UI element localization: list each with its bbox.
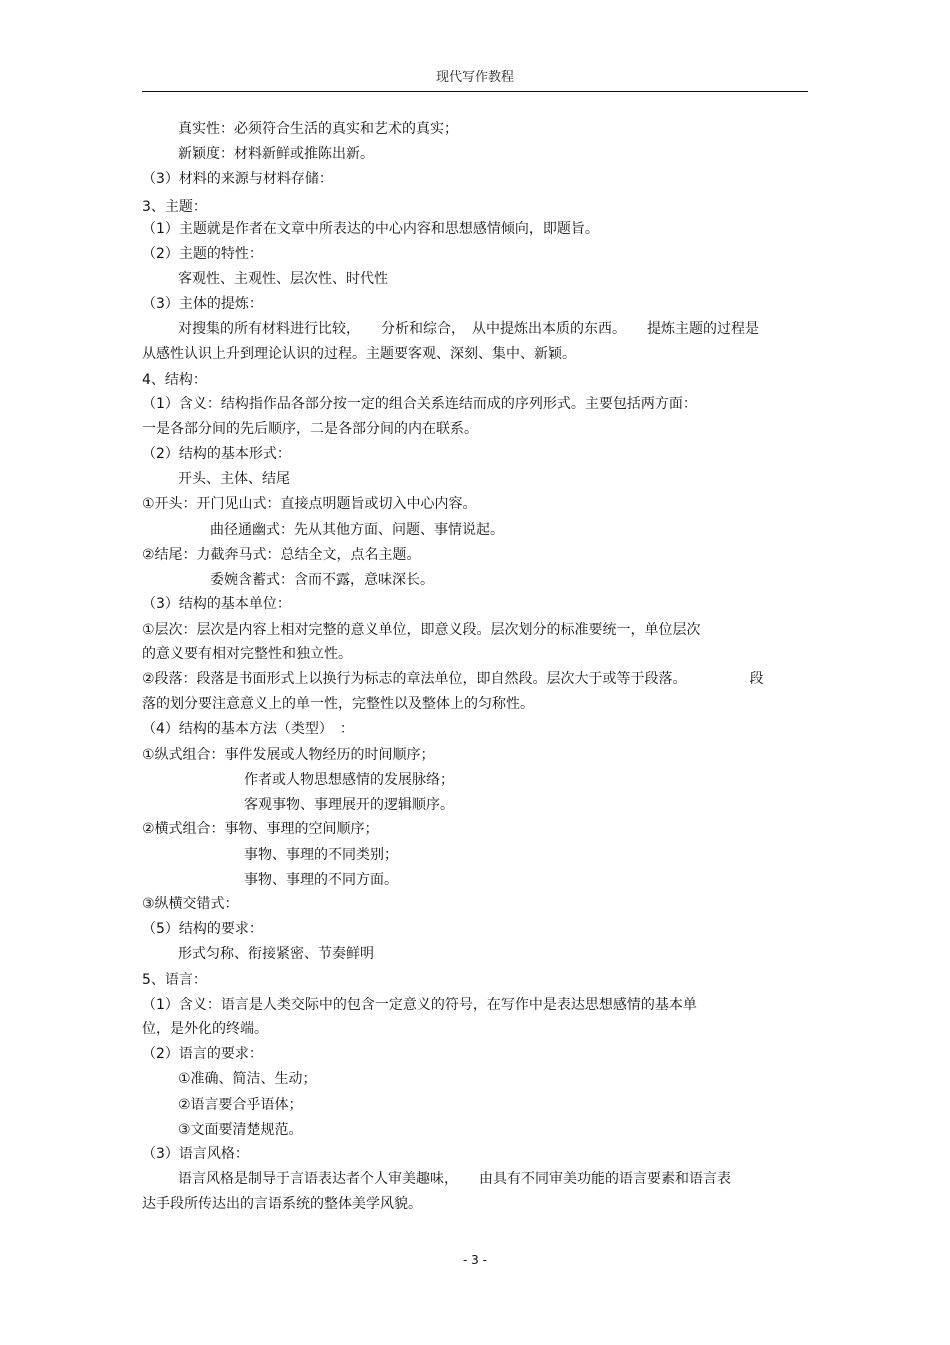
text-line: 达手段所传达出的言语系统的整体美学风貌。 [142, 1196, 422, 1212]
text-line: ①纵式组合：事件发展或人物经历的时间顺序； [142, 747, 435, 763]
text-line: ③纵横交错式： [142, 896, 239, 912]
text-line: （1）含义：结构指作品各部分按一定的组合关系连结而成的序列形式。主要包括两方面： [142, 396, 697, 412]
text-line: 新颖度：材料新鲜或推陈出新。 [178, 146, 374, 162]
text-line: （3）结构的基本单位： [142, 596, 291, 612]
text-line: （2）结构的基本形式： [142, 446, 291, 462]
header-title: 现代写作教程 [435, 70, 514, 85]
text-line: （1）主题就是作者在文章中所表达的中心内容和思想感情倾向，即题旨。 [142, 221, 599, 237]
text-line: 从感性认识上升到理论认识的过程。主题要客观、深刻、集中、新颖。 [142, 346, 576, 362]
text-line: （3）材料的来源与材料存储： [142, 171, 333, 187]
text-line: 事物、事理的不同方面。 [244, 872, 398, 888]
text-line: 语言风格是制导于言语表达者个人审美趣味， 由具有不同审美功能的语言要素和语言表 [178, 1171, 731, 1187]
text-line: ①开头：开门见山式：直接点明题旨或切入中心内容。 [142, 496, 477, 512]
text-line: 曲径通幽式：先从其他方面、问题、事情说起。 [210, 522, 504, 538]
text-line: 落的划分要注意意义上的单一性，完整性以及整体上的匀称性。 [142, 696, 534, 712]
section-heading: 5、语言： [142, 972, 207, 988]
section-heading: 4、结构： [142, 372, 207, 388]
section-heading: 3、主题： [142, 199, 207, 215]
text-line: （2）语言的要求： [142, 1046, 263, 1062]
text-line: ②结尾：力截奔马式：总结全文，点名主题。 [142, 547, 421, 563]
text-line: （3）语言风格： [142, 1146, 249, 1162]
text-line: ②语言要合乎语体； [178, 1097, 303, 1113]
page-number: - 3 - [463, 1253, 487, 1267]
text-line: 形式匀称、衔接紧密、节奏鲜明 [178, 946, 374, 962]
text-line: 的意义要有相对完整性和独立性。 [142, 646, 352, 662]
text-line: ②横式组合：事物、事理的空间顺序； [142, 821, 379, 837]
text-line: 委婉含蓄式：含而不露，意味深长。 [210, 572, 434, 588]
text-line: 作者或人物思想感情的发展脉络； [244, 772, 454, 788]
text-line: （5）结构的要求： [142, 921, 263, 937]
text-line: ③文面要清楚规范。 [178, 1122, 303, 1138]
text-line: 客观性、主观性、层次性、时代性 [178, 271, 388, 287]
text-line: 一是各部分间的先后顺序，二是各部分间的内在联系。 [142, 421, 478, 437]
text-line: 真实性：必须符合生活的真实和艺术的真实； [178, 121, 458, 137]
text-line: （2）主题的特性： [142, 246, 263, 262]
text-line: （3）主体的提炼： [142, 296, 263, 312]
text-line: 客观事物、事理展开的逻辑顺序。 [244, 797, 454, 813]
text-line: （4）结构的基本方法（类型） ： [142, 721, 354, 737]
header-rule [142, 91, 808, 92]
text-line: 位，是外化的终端。 [142, 1021, 268, 1037]
text-line: （1）含义：语言是人类交际中的包含一定意义的符号，在写作中是表达思想感情的基本单 [142, 997, 697, 1013]
text-line: ①层次：层次是内容上相对完整的意义单位，即意义段。层次划分的标准要统一，单位层次 [142, 622, 701, 638]
text-line: ①准确、简洁、生动； [178, 1071, 317, 1087]
text-line: 事物、事理的不同类别； [244, 847, 398, 863]
text-line: 对搜集的所有材料进行比较， 分析和综合， 从中提炼出本质的东西。 提炼主题的过程是 [178, 321, 759, 337]
text-line: 开头、主体、结尾 [178, 471, 290, 487]
text-line: ②段落：段落是书面形式上以换行为标志的章法单位，即自然段。层次大于或等于段落。 段 [142, 671, 764, 687]
